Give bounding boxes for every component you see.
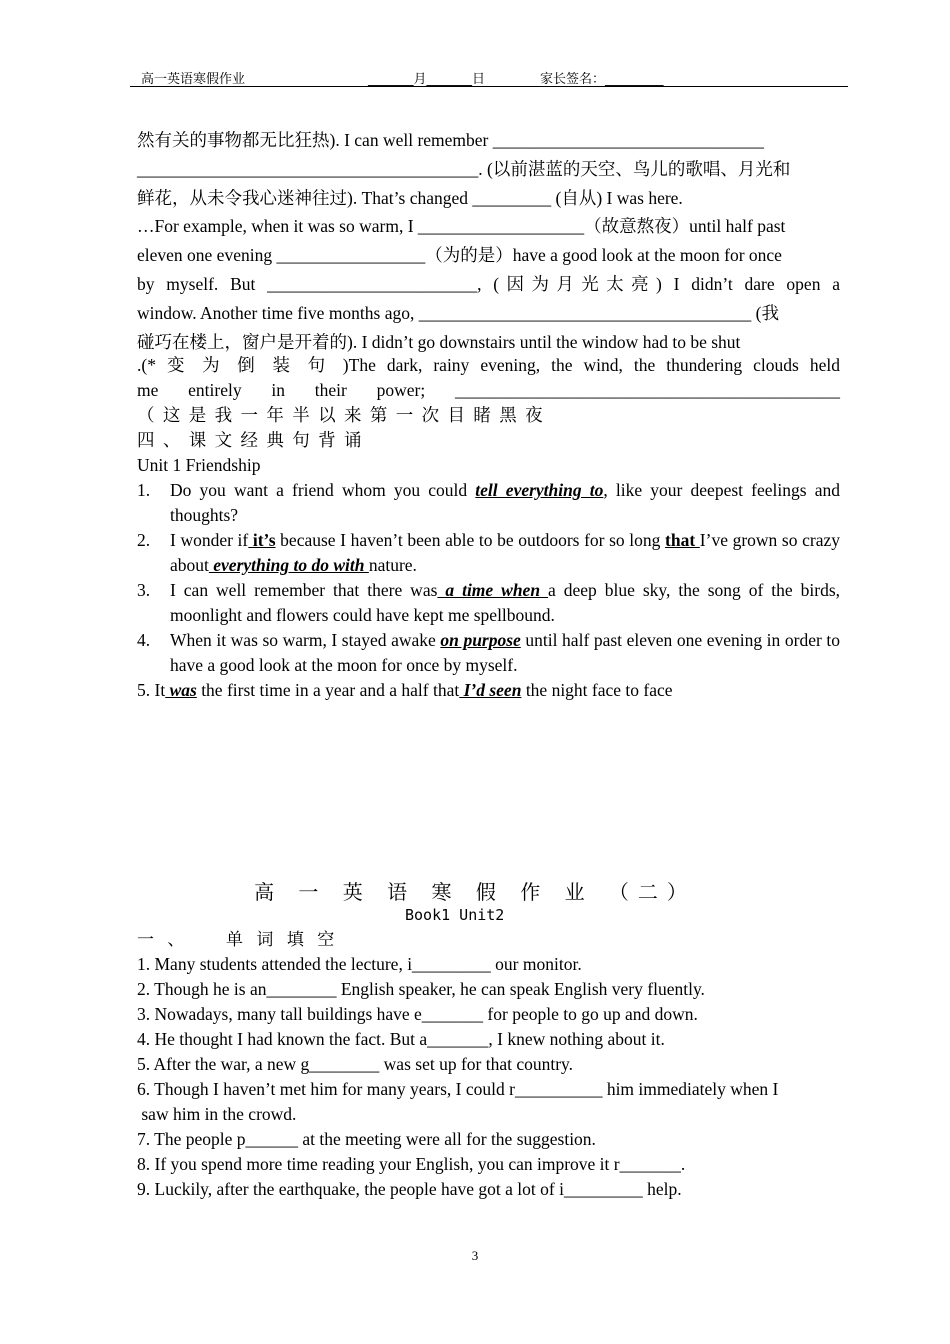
passage-continued bbox=[137, 353, 840, 453]
list-item bbox=[137, 678, 840, 703]
section-heading-recitation: 四 、 课 文 经 典 句 背 诵 bbox=[137, 430, 364, 450]
list-item bbox=[137, 628, 840, 678]
key-phrase: that bbox=[665, 530, 700, 550]
item-text: I can well remember that there was bbox=[170, 580, 438, 600]
header-title: 高一英语寒假作业 bbox=[141, 72, 246, 87]
item-number: 3. bbox=[137, 580, 151, 600]
passage-line: 鲜花，从未令我心迷神往过). That’s changed _________ (自从) I was here. bbox=[137, 187, 683, 208]
unit1-sentences bbox=[137, 453, 840, 703]
item-text: I’ve grown so crazy about bbox=[170, 530, 840, 575]
key-phrase: tell everything to bbox=[475, 480, 604, 500]
header-date: _______月_______日 bbox=[368, 72, 486, 87]
part2-title: 高 一 英 语 寒 假 作 业 （二） bbox=[254, 880, 696, 904]
item-number: 1. bbox=[137, 480, 151, 500]
exercise-item: 7. The people p______ at the meeting were all for the suggestion. bbox=[137, 1129, 596, 1149]
item-text: nature. bbox=[368, 555, 417, 575]
exercise-item: 8. If you spend more time reading your English, you can improve it r_______. bbox=[137, 1154, 686, 1174]
item-text: It bbox=[154, 680, 166, 700]
exercise-item-continued: saw him in the crowd. bbox=[137, 1104, 297, 1124]
item-text: When it was so warm, I stayed awake bbox=[170, 630, 441, 650]
exercise-item: 4. He thought I had known the fact. But a_______, I knew nothing about it. bbox=[137, 1029, 665, 1049]
passage-line: by myself. But ________________________, (因为月光太亮) I didn’t dare open a bbox=[137, 273, 840, 294]
item-text: the night face to face bbox=[521, 680, 673, 700]
exercise-item: 1. Many students attended the lecture, i_________ our monitor. bbox=[137, 954, 582, 974]
page-header bbox=[130, 66, 848, 87]
page-number: 3 bbox=[471, 1248, 479, 1263]
key-phrase: everything to do with bbox=[208, 555, 369, 575]
item-text: the first time in a year and a half that bbox=[196, 680, 460, 700]
passage bbox=[137, 126, 840, 356]
passage-line: _______________________________________. (以前湛蓝的天空、鸟儿的歌唱、月光和 bbox=[137, 158, 791, 179]
item-number: 4. bbox=[137, 630, 151, 650]
exercise-item: 2. Though he is an________ English speaker, he can speak English very fluently. bbox=[137, 979, 705, 999]
item-text: until half past eleven one evening in order to have a good look at the moon for once by myself. bbox=[170, 630, 840, 675]
exercise-item: 9. Luckily, after the earthquake, the people have got a lot of i_________ help. bbox=[137, 1179, 682, 1199]
item-text: because I haven’t been able to be outdoors for so long bbox=[275, 530, 666, 550]
passage-line: window. Another time five months ago, ______________________________________ (我 bbox=[137, 302, 779, 323]
item-text: Do you want a friend whom you could bbox=[170, 480, 476, 500]
item-text: a deep blue sky, the song of the birds, moonlight and flowers could have kept me spellbound. bbox=[170, 580, 840, 625]
section-heading-vocabulary: 一 、 单 词 填 空 bbox=[137, 930, 339, 950]
item-number: 2. bbox=[137, 530, 151, 550]
passage-line: …For example, when it was so warm, I ___________________（故意熬夜）until half past bbox=[137, 216, 786, 237]
key-phrase: was bbox=[165, 680, 197, 700]
passage-line: me entirely in their power; ____________________________________________ bbox=[137, 380, 840, 400]
key-phrase: a time when bbox=[437, 580, 549, 600]
passage-line: 碰巧在楼上，窗户是开着的). I didn’t go downstairs until the window had to be shut bbox=[137, 331, 741, 352]
exercise-item: 5. After the war, a new g________ was set up for that country. bbox=[137, 1054, 574, 1074]
list-item bbox=[137, 528, 840, 578]
exercise-list bbox=[137, 952, 842, 1202]
exercise-item: 3. Nowadays, many tall buildings have e_______ for people to go up and down. bbox=[137, 1004, 698, 1024]
passage-line: 然有关的事物都无比狂热). I can well remember _______________________________ bbox=[137, 130, 764, 150]
key-phrase: I’d seen bbox=[459, 680, 522, 700]
item-text: I wonder if bbox=[170, 530, 249, 550]
passage-line: eleven one evening _________________（为的是）have a good look at the moon for once bbox=[137, 245, 782, 266]
list-item bbox=[137, 578, 840, 628]
key-phrase: on purpose bbox=[440, 630, 521, 650]
passage-line: （ 这 是 我 一 年 半 以 来 第 一 次 目 睹 黑 夜 bbox=[137, 405, 545, 425]
exercise-item: 6. Though I haven’t met him for many years, I could r__________ him immediately when I bbox=[137, 1079, 779, 1099]
header-parent-signature: 家长签名：_________ bbox=[540, 72, 664, 87]
list-item bbox=[137, 478, 840, 528]
item-text: , like your deepest feelings and thoughts? bbox=[170, 480, 840, 525]
unit1-title: Unit 1 Friendship bbox=[137, 455, 261, 475]
item-number: 5. bbox=[137, 680, 151, 700]
part2-subtitle: Book1 Unit2 bbox=[405, 906, 505, 924]
key-phrase: it’s bbox=[248, 530, 276, 550]
passage-line: .(* 变 为 倒 装 句 )The dark, rainy evening, the wind, the thundering clouds held bbox=[137, 355, 840, 375]
